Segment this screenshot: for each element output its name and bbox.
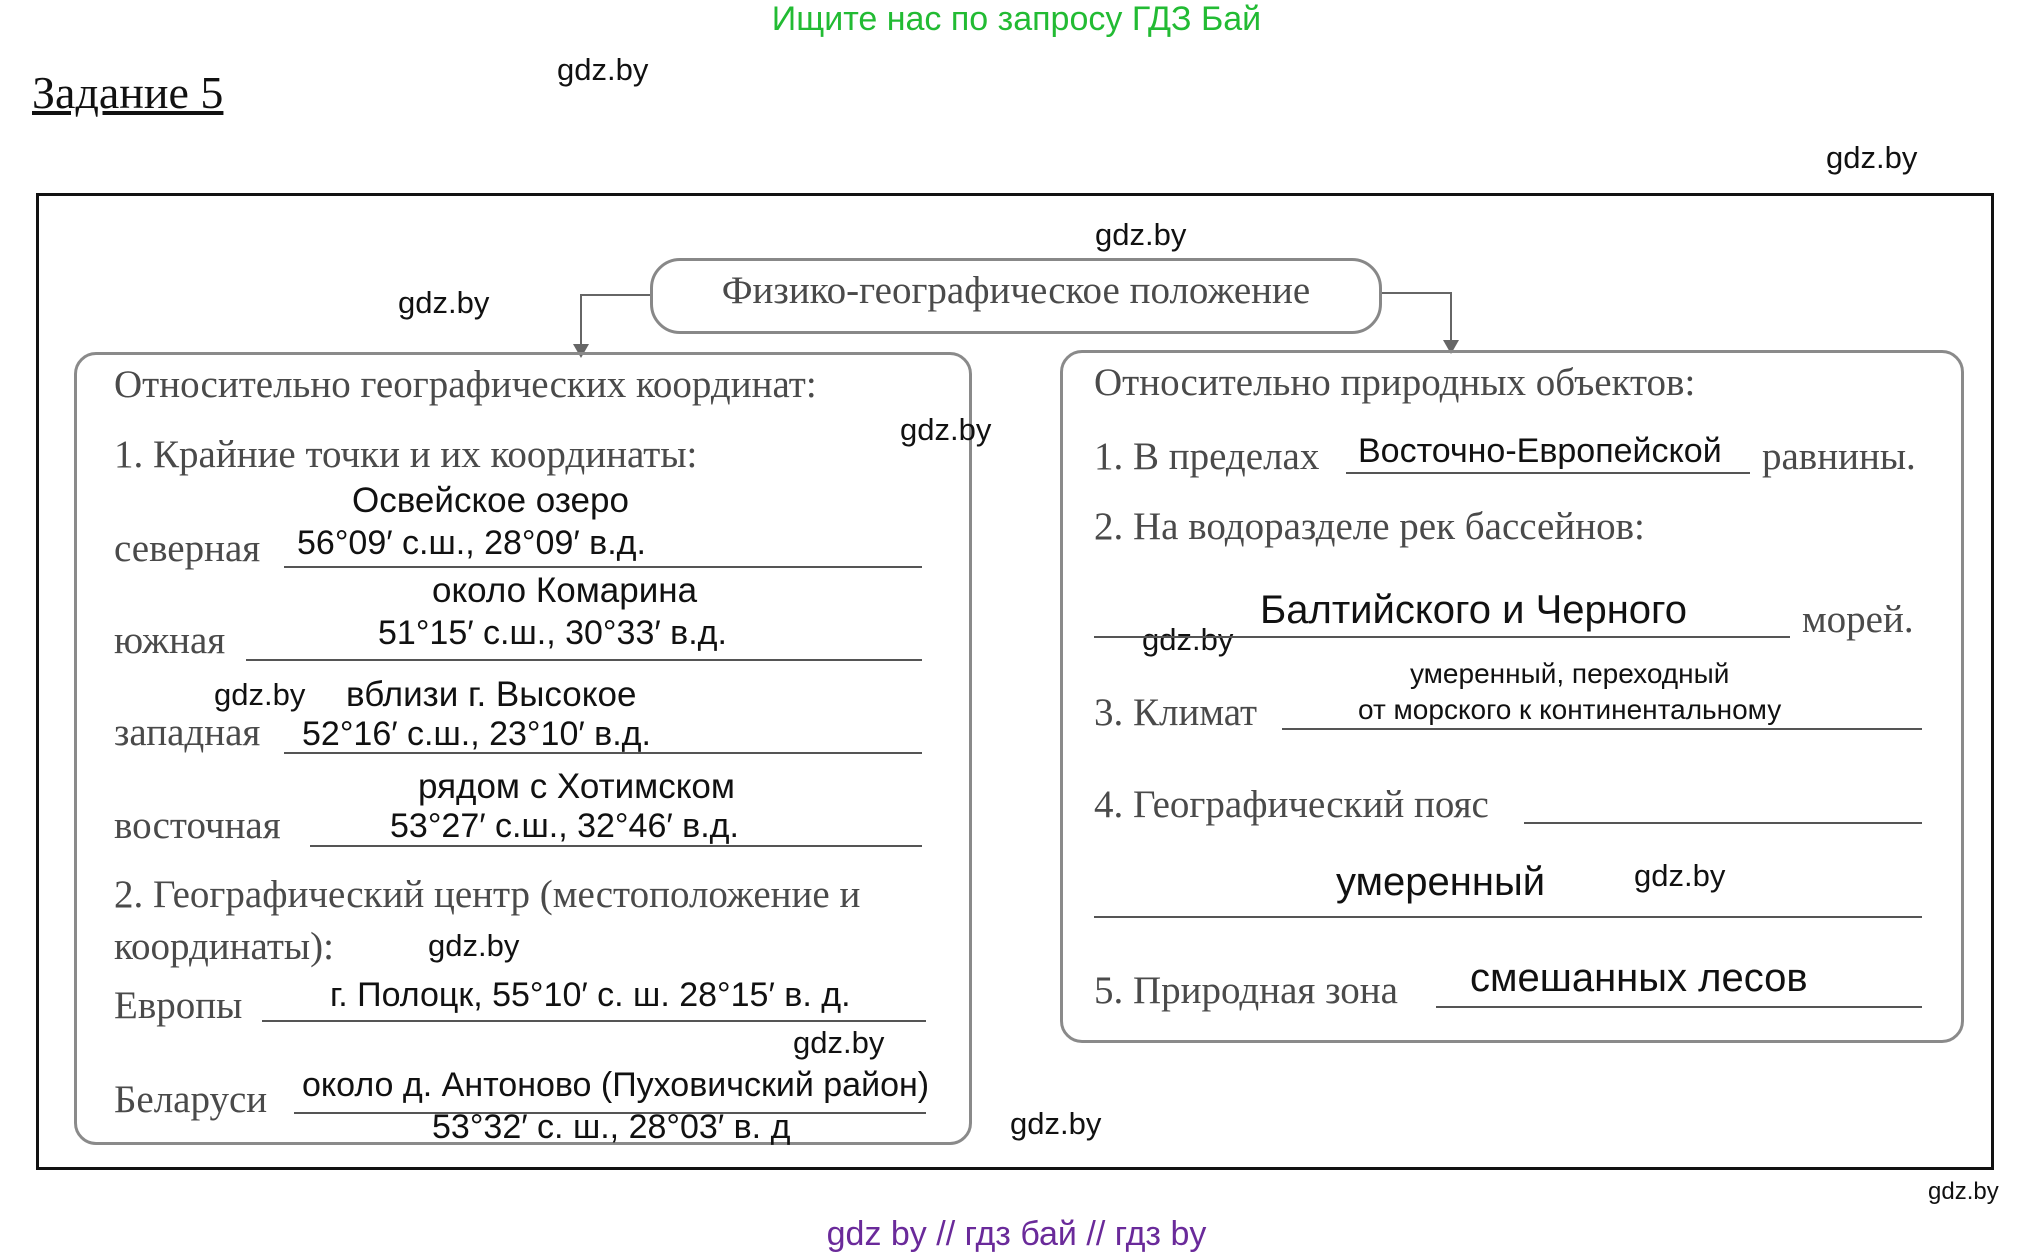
item5-prefix: 5. Природная зона — [1094, 969, 1398, 1012]
watermark: gdz.by — [1142, 622, 1234, 657]
item3-prefix: 3. Климат — [1094, 691, 1258, 734]
item4-prefix: 4. Географический пояс — [1094, 783, 1489, 826]
item1-suffix: равнины. — [1762, 435, 1916, 478]
watermark: gdz.by — [557, 52, 649, 87]
north-place: Освейское озеро — [352, 481, 629, 520]
geographic-center-heading-line2: координаты): — [114, 925, 334, 968]
west-coords: 52°16′ с.ш., 23°10′ в.д. — [302, 715, 651, 753]
item4-answer-line — [1524, 822, 1922, 824]
item1-value: Восточно-Европейской — [1358, 432, 1722, 470]
item2-suffix: морей. — [1802, 598, 1914, 641]
watermark: gdz.by — [1928, 1178, 1999, 1205]
extreme-points-heading: 1. Крайние точки и их координаты: — [114, 433, 698, 476]
belarus-value-line2: 53°32′ с. ш., 28°03′ в. д — [432, 1108, 791, 1146]
watermark: gdz.by — [398, 285, 490, 320]
item3-value-line1: умеренный, переходный — [1410, 658, 1730, 689]
item4-answer-line-2 — [1094, 916, 1922, 918]
east-answer-line — [310, 845, 922, 847]
connector-left-horizontal — [580, 294, 650, 296]
watermark: gdz.by — [793, 1025, 885, 1060]
geographic-center-heading-line1: 2. Географический центр (местоположение и — [114, 873, 861, 916]
item2-heading: 2. На водоразделе рек бассейнов: — [1094, 505, 1645, 548]
watermark: gdz.by — [1095, 217, 1187, 252]
watermark: gdz.by — [214, 677, 306, 712]
west-answer-line — [284, 752, 922, 754]
west-place: вблизи г. Высокое — [346, 675, 637, 714]
item5-answer-line — [1436, 1006, 1922, 1008]
south-answer-line — [246, 659, 922, 661]
connector-left-vertical — [580, 294, 582, 346]
item4-value: умеренный — [1336, 860, 1546, 904]
connector-right-horizontal — [1382, 292, 1452, 294]
task-title: Задание 5 — [32, 67, 224, 118]
north-label: северная — [114, 527, 261, 570]
item5-value: смешанных лесов — [1470, 956, 1808, 1000]
east-label: восточная — [114, 804, 281, 847]
watermark: gdz.by — [428, 928, 520, 963]
east-coords: 53°27′ с.ш., 32°46′ в.д. — [390, 807, 739, 845]
item1-prefix: 1. В пределах — [1094, 435, 1320, 478]
footer-links: gdz by // гдз бай // гдз by — [826, 1215, 1207, 1253]
item2-value: Балтийского и Черного — [1260, 588, 1688, 632]
north-coords: 56°09′ с.ш., 28°09′ в.д. — [297, 524, 646, 562]
europe-answer-line — [262, 1020, 926, 1022]
item3-value-line2: от морского к континентальному — [1358, 694, 1782, 725]
item2-answer-line — [1094, 636, 1790, 638]
item1-answer-line — [1346, 472, 1750, 474]
belarus-value-line1: около д. Антоново (Пуховичский район) — [302, 1066, 930, 1104]
connector-right-vertical — [1450, 292, 1452, 342]
left-panel-heading: Относительно географических координат: — [114, 363, 817, 406]
west-label: западная — [114, 711, 261, 754]
watermark: gdz.by — [1634, 858, 1726, 893]
belarus-label: Беларуси — [114, 1078, 268, 1121]
root-node-label: Физико-географическое положение — [721, 269, 1311, 312]
south-place: около Комарина — [432, 571, 698, 610]
europe-label: Европы — [114, 984, 243, 1027]
watermark: gdz.by — [1010, 1106, 1102, 1141]
north-answer-line — [284, 566, 922, 568]
europe-value: г. Полоцк, 55°10′ с. ш. 28°15′ в. д. — [330, 976, 851, 1014]
watermark: gdz.by — [900, 412, 992, 447]
east-place: рядом с Хотимском — [418, 767, 735, 806]
watermark: gdz.by — [1826, 140, 1918, 175]
top-banner: Ищите нас по запросу ГДЗ Бай — [771, 0, 1262, 38]
south-label: южная — [114, 619, 226, 662]
south-coords: 51°15′ с.ш., 30°33′ в.д. — [378, 614, 727, 652]
right-panel-heading: Относительно природных объектов: — [1094, 361, 1696, 404]
item3-answer-line — [1282, 728, 1922, 730]
